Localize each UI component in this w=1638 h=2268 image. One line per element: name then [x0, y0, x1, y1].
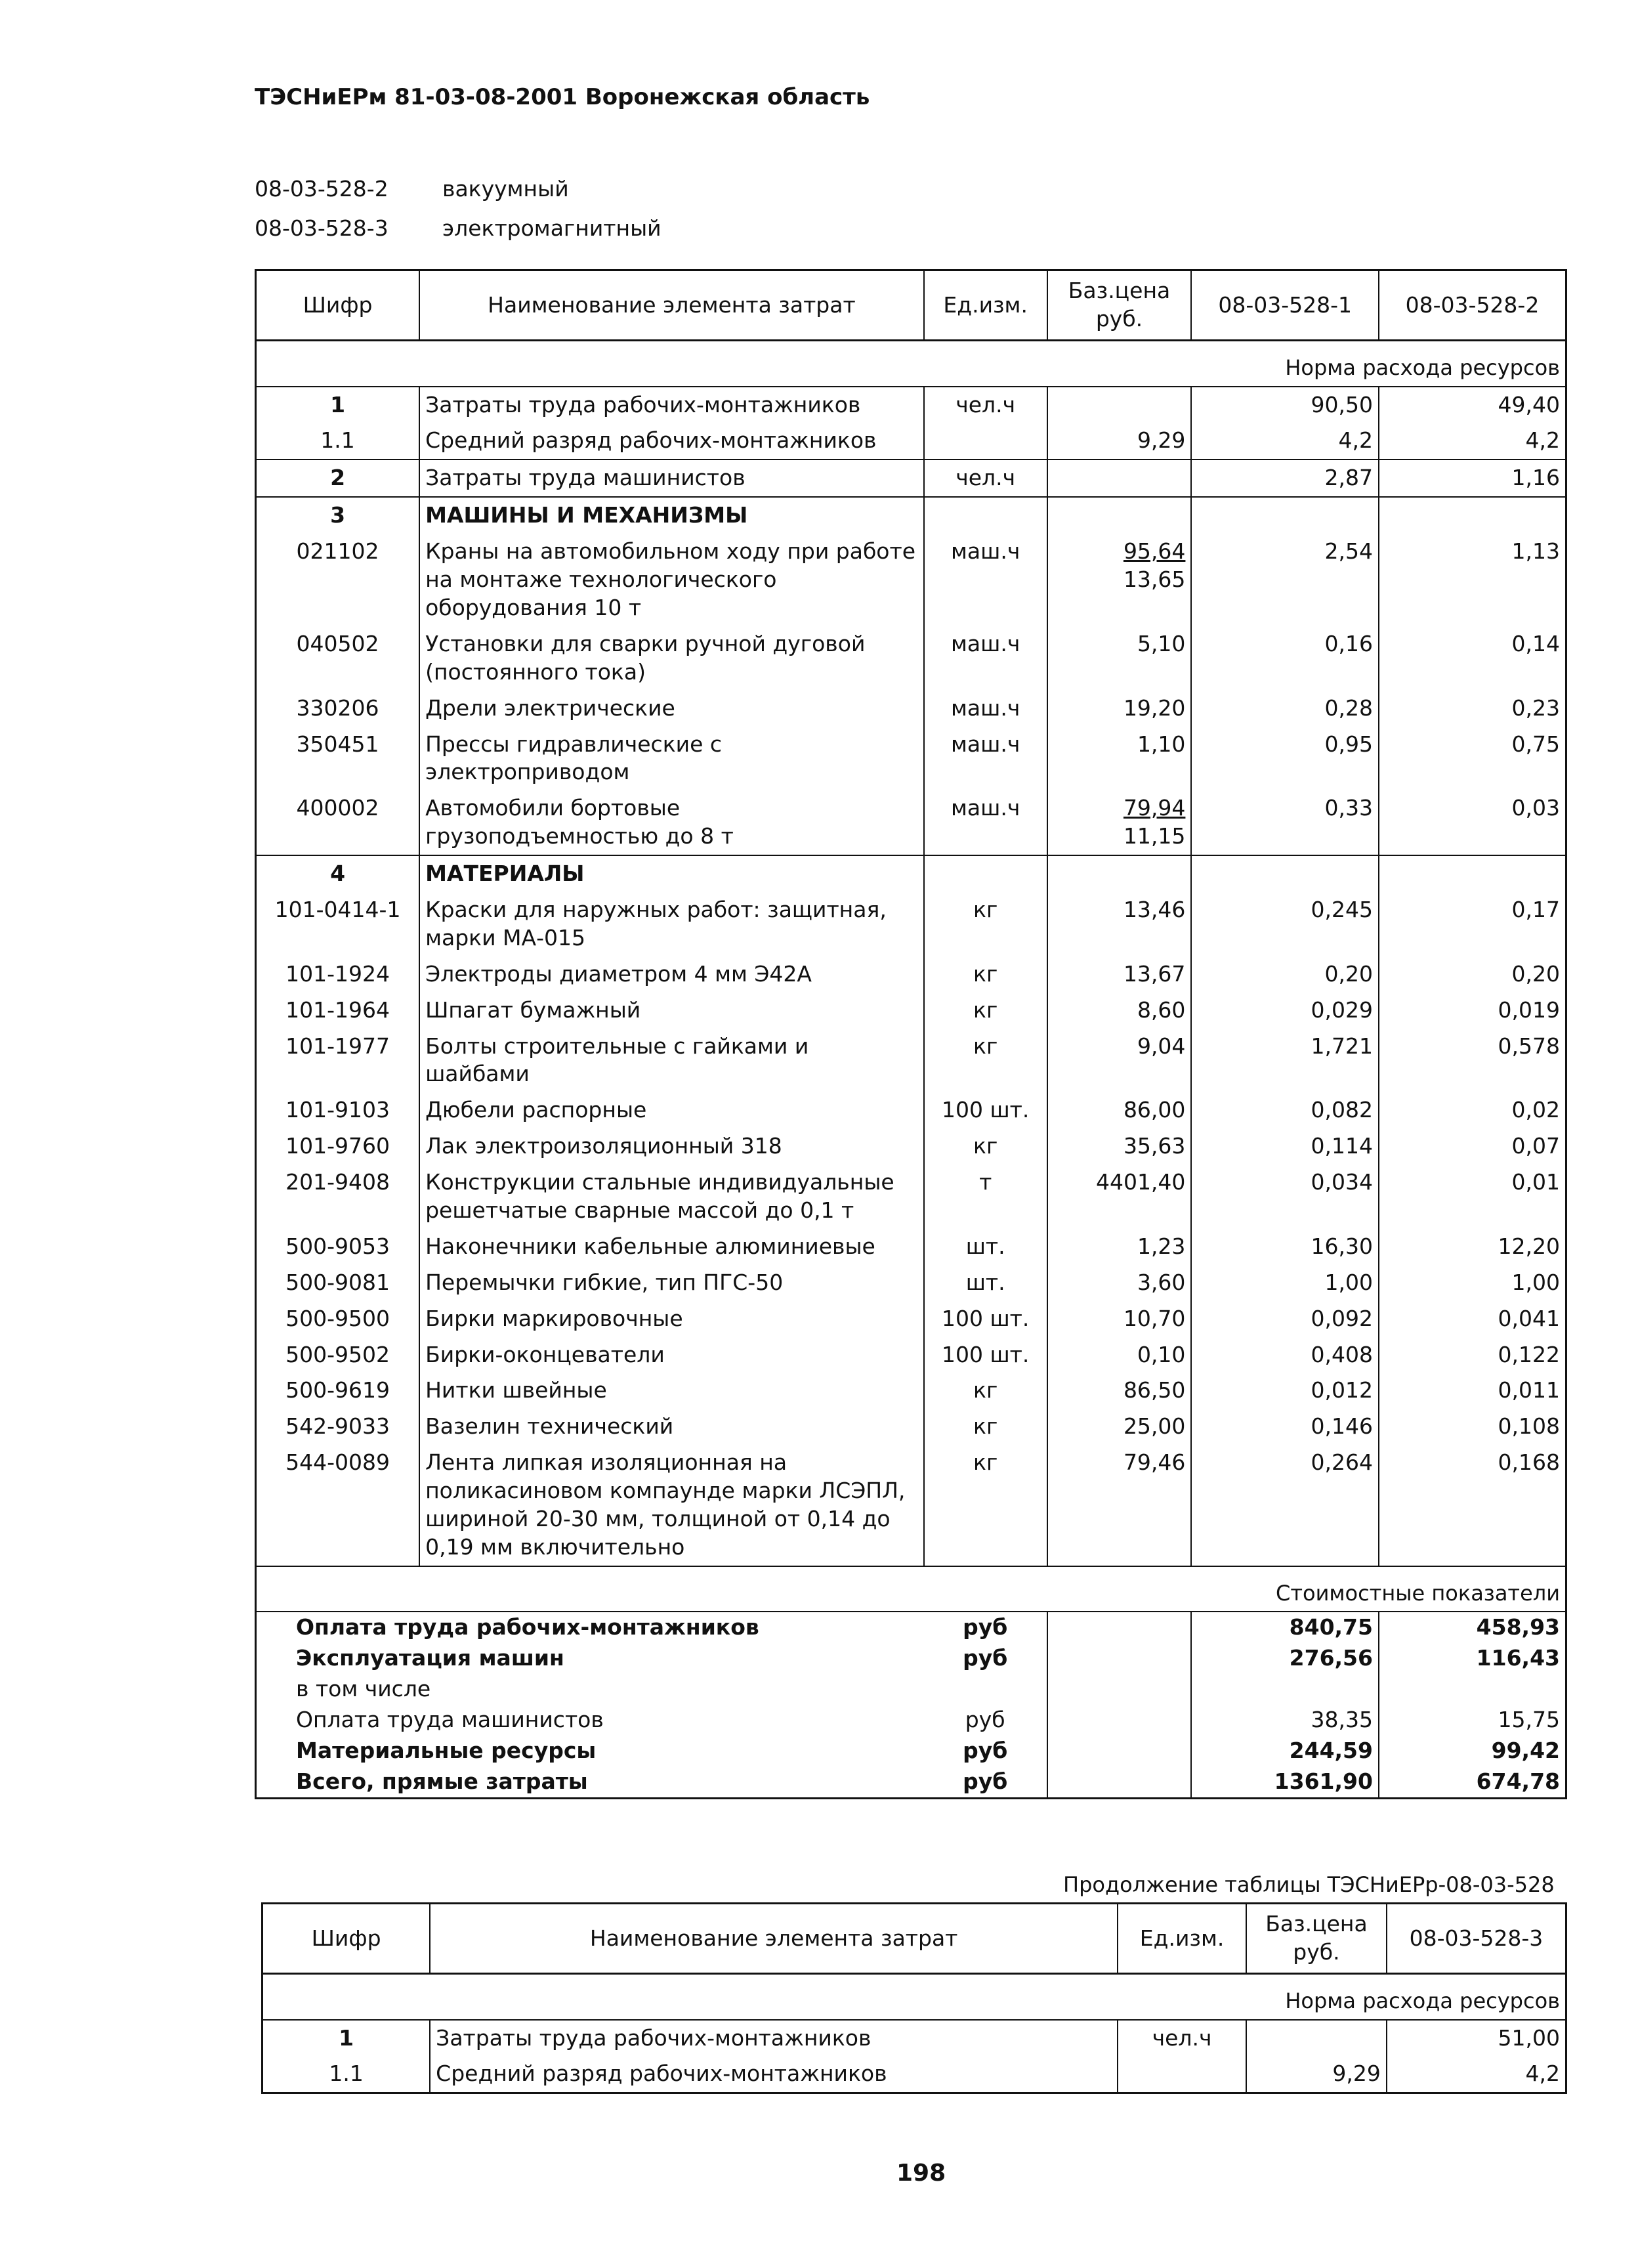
row-code: 1.1 [329, 2061, 364, 2087]
column-header: Шифр [262, 1904, 430, 1974]
table-row [256, 855, 1566, 892]
row-price [1047, 626, 1192, 691]
row-price [1047, 1301, 1192, 1337]
row-name: Наконечники кабельные алюминиевые [419, 1229, 924, 1265]
row-unit [924, 497, 1047, 534]
row-value-528-3: 51,00 [1498, 2024, 1560, 2051]
resource-norms-table [255, 269, 1567, 1799]
row-price [1047, 497, 1192, 534]
row-price [1047, 790, 1192, 855]
column-header: 08-03-528-3 [1387, 1904, 1566, 1974]
price-value: 95,64 [1123, 538, 1186, 565]
row-price [1047, 460, 1192, 497]
row-value-528-2: 1,00 [1511, 1269, 1560, 1295]
row-price [1047, 534, 1192, 626]
row-value-528-2: 1,16 [1379, 460, 1566, 497]
sub-variant [255, 176, 569, 202]
table-row [256, 534, 1566, 626]
row-code: 500-9053 [285, 1233, 390, 1259]
cost-row [256, 1705, 1566, 1736]
row-code: 021102 [296, 538, 379, 565]
row-code: 2 [256, 460, 420, 497]
table-row [256, 1265, 1566, 1301]
row-price [1047, 1373, 1192, 1409]
column-header: 08-03-528-2 [1379, 270, 1566, 341]
norm-label: Норма расхода ресурсов [256, 341, 1566, 387]
row-code: 1 [339, 2024, 354, 2051]
cost-unit: руб [924, 1736, 1047, 1766]
cost-value-528-2 [1379, 1674, 1566, 1705]
cost-price [1047, 1705, 1192, 1736]
row-value-528-1: 0,146 [1191, 1409, 1379, 1445]
row-name: МАШИНЫ И МЕХАНИЗМЫ [419, 497, 924, 534]
table-row [256, 626, 1566, 691]
price-value: 79,94 [1123, 795, 1186, 821]
cost-value-528-1 [1191, 1674, 1379, 1705]
cost-value-528-2: 458,93 [1476, 1614, 1560, 1640]
cost-price [1047, 1643, 1192, 1674]
cost-value-528-1: 38,35 [1191, 1705, 1379, 1736]
row-name: Лак электроизоляционный 318 [419, 1128, 924, 1165]
row-price [1047, 956, 1192, 993]
row-value-528-1 [1191, 855, 1379, 892]
row-name: Вазелин технический [419, 1409, 924, 1445]
cost-name: в том числе [296, 1676, 431, 1702]
row-value-528-2 [1379, 497, 1566, 534]
row-price [1047, 387, 1192, 423]
row-code: 500-9619 [285, 1377, 390, 1403]
row-unit: маш.ч [924, 727, 1047, 791]
row-name: Бирки-оконцеватели [419, 1337, 924, 1373]
row-value-528-2: 0,02 [1511, 1097, 1560, 1123]
price-value: 86,00 [1123, 1097, 1186, 1123]
row-price [1047, 1165, 1192, 1229]
row-value-528-2: 0,14 [1511, 630, 1560, 656]
row-code: 500-9081 [285, 1269, 390, 1295]
column-header: Наименование элемента затрат [430, 1904, 1118, 1974]
row-unit: кг [924, 956, 1047, 993]
row-unit: чел.ч [924, 387, 1047, 423]
row-unit: шт. [924, 1229, 1047, 1265]
row-value-528-1: 0,20 [1191, 956, 1379, 993]
row-code: 400002 [296, 795, 379, 821]
row-name: Бирки маркировочные [419, 1301, 924, 1337]
cost-name: Эксплуатация машин [296, 1645, 564, 1671]
row-name: Лента липкая изоляционная на поликасиновом компаунде марки ЛСЭПЛ, шириной 20-30 мм, толщиной от 0,14 до 0,19 мм включительно [419, 1445, 924, 1566]
cost-value-528-1: 840,75 [1191, 1612, 1379, 1643]
column-header: Наименование элемента затрат [419, 270, 924, 341]
row-name: Затраты труда рабочих-монтажников [419, 387, 924, 423]
cost-value-528-1: 1361,90 [1191, 1766, 1379, 1798]
row-name: Автомобили бортовые грузоподъемностью до 8 т [419, 790, 924, 855]
price-value: 1,23 [1137, 1233, 1186, 1259]
row-name: Затраты труда рабочих-монтажников [430, 2020, 1118, 2057]
row-unit: кг [924, 1409, 1047, 1445]
row-unit: 100 шт. [924, 1301, 1047, 1337]
column-header: Ед.изм. [1118, 1904, 1246, 1974]
row-unit: 100 шт. [924, 1337, 1047, 1373]
page-number: 198 [896, 2160, 946, 2187]
sub-variant-name: вакуумный [442, 176, 569, 202]
row-code: 101-1964 [285, 996, 390, 1023]
row-price [1047, 892, 1192, 956]
sub-variant-code: 08-03-528-2 [255, 176, 388, 202]
price-value: 1,10 [1137, 731, 1186, 757]
row-value-528-2: 0,01 [1511, 1169, 1560, 1195]
cost-value-528-2: 15,75 [1498, 1707, 1560, 1733]
row-value-528-1: 0,16 [1191, 626, 1379, 691]
table-row [256, 1229, 1566, 1265]
row-value-528-1 [1191, 497, 1379, 534]
price-value: 19,20 [1123, 695, 1186, 721]
row-name: Установки для сварки ручной дуговой (постоянного тока) [419, 626, 924, 691]
table-row [262, 2020, 1566, 2057]
price-machinist-value: 11,15 [1123, 823, 1186, 849]
row-name: Электроды диаметром 4 мм Э42А [419, 956, 924, 993]
row-value-528-1: 90,50 [1191, 387, 1379, 423]
cost-unit: руб [924, 1705, 1047, 1736]
row-name: Шпагат бумажный [419, 993, 924, 1029]
row-price [1246, 2020, 1387, 2057]
row-price [1047, 727, 1192, 791]
table-row [256, 790, 1566, 855]
row-value-528-1: 0,092 [1191, 1301, 1379, 1337]
row-name: Дюбели распорные [419, 1092, 924, 1128]
row-value-528-2: 0,578 [1498, 1033, 1560, 1059]
row-code: 500-9500 [285, 1305, 390, 1331]
row-unit: кг [924, 1029, 1047, 1093]
price-value: 8,60 [1137, 996, 1186, 1023]
table-row [256, 1092, 1566, 1128]
row-value-528-1: 0,33 [1191, 790, 1379, 855]
cost-value-528-1: 244,59 [1191, 1736, 1379, 1766]
row-unit: кг [924, 1128, 1047, 1165]
row-unit [924, 855, 1047, 892]
table-row [256, 1445, 1566, 1566]
row-unit: 100 шт. [924, 1092, 1047, 1128]
row-price [1047, 855, 1192, 892]
price-value: 9,29 [1137, 427, 1186, 454]
column-header: Шифр [256, 270, 420, 341]
table-row [256, 956, 1566, 993]
row-unit: кг [924, 892, 1047, 956]
price-value: 3,60 [1137, 1269, 1186, 1295]
price-value: 4401,40 [1095, 1169, 1186, 1195]
cost-unit: руб [924, 1643, 1047, 1674]
row-value-528-3: 4,2 [1525, 2061, 1560, 2087]
row-code: 4 [256, 855, 420, 892]
table-row [256, 727, 1566, 791]
cost-unit [924, 1674, 1047, 1705]
row-code: 3 [256, 497, 420, 534]
document-title: ТЭСНиЕРм 81-03-08-2001 Воронежская область [255, 84, 870, 110]
row-value-528-1: 1,721 [1191, 1029, 1379, 1093]
resource-norms-table-continued [261, 1902, 1567, 2094]
row-price [1047, 1409, 1192, 1445]
cost-name: Всего, прямые затраты [296, 1768, 588, 1794]
cost-value-528-2: 116,43 [1476, 1645, 1560, 1671]
column-header: Баз.цена руб. [1246, 1904, 1387, 1974]
cost-row [256, 1643, 1566, 1674]
row-value-528-2: 0,011 [1498, 1377, 1560, 1403]
cost-name: Оплата труда машинистов [296, 1707, 604, 1733]
row-name: Конструкции стальные индивидуальные решетчатые сварные массой до 0,1 т [419, 1165, 924, 1229]
row-value-528-1: 0,264 [1191, 1445, 1379, 1566]
column-header: Баз.цена руб. [1047, 270, 1192, 341]
table-row [256, 1165, 1566, 1229]
row-unit: кг [924, 993, 1047, 1029]
table-row [256, 460, 1566, 497]
row-value-528-1: 0,012 [1191, 1373, 1379, 1409]
table-row [256, 387, 1566, 423]
row-name: Болты строительные с гайками и шайбами [419, 1029, 924, 1093]
row-unit: чел.ч [1118, 2020, 1246, 2057]
row-unit: маш.ч [924, 790, 1047, 855]
row-value-528-1: 0,95 [1191, 727, 1379, 791]
price-value: 86,50 [1123, 1377, 1186, 1403]
row-code: 101-1924 [285, 960, 390, 987]
row-unit: маш.ч [924, 534, 1047, 626]
row-name: Прессы гидравлические с электроприводом [419, 727, 924, 791]
row-value-528-2: 49,40 [1498, 391, 1560, 417]
row-unit: маш.ч [924, 691, 1047, 727]
row-value-528-1: 0,245 [1191, 892, 1379, 956]
table-header-row [256, 270, 1566, 341]
row-value-528-2: 0,108 [1498, 1413, 1560, 1440]
row-code: 542-9033 [285, 1413, 390, 1440]
row-name: Краны на автомобильном ходу при работе на монтаже технологического оборудования 10 т [419, 534, 924, 626]
row-value-528-2: 0,07 [1511, 1133, 1560, 1159]
row-code: 101-9760 [285, 1133, 390, 1159]
price-value: 9,04 [1137, 1033, 1186, 1059]
row-price [1047, 1445, 1192, 1566]
row-code: 544-0089 [285, 1449, 390, 1476]
cost-label: Стоимостные показатели [256, 1566, 1566, 1612]
cost-row [256, 1612, 1566, 1643]
table-row [256, 1301, 1566, 1337]
table-row [256, 423, 1566, 460]
row-name: Краски для наружных работ: защитная, марки МА-015 [419, 892, 924, 956]
row-code: 1 [330, 391, 346, 417]
cost-price [1047, 1766, 1192, 1798]
column-header: 08-03-528-1 [1191, 270, 1379, 341]
row-value-528-2: 4,2 [1525, 427, 1560, 454]
row-code: 350451 [296, 731, 379, 757]
cost-row [256, 1674, 1566, 1705]
row-value-528-2: 0,168 [1498, 1449, 1560, 1476]
row-value-528-1: 0,082 [1191, 1092, 1379, 1128]
row-unit: шт. [924, 1265, 1047, 1301]
row-price: 9,29 [1246, 2056, 1387, 2093]
row-name: МАТЕРИАЛЫ [419, 855, 924, 892]
row-value-528-1: 2,87 [1191, 460, 1379, 497]
cost-value-528-1: 276,56 [1191, 1643, 1379, 1674]
table-header-row [262, 1904, 1566, 1974]
row-code: 330206 [296, 695, 379, 721]
continuation-caption: Продолжение таблицы ТЭСНиЕРр-08-03-528 [1063, 1872, 1555, 1897]
price-value: 13,46 [1123, 896, 1186, 922]
row-value-528-2: 0,20 [1511, 960, 1560, 987]
row-price [1047, 1337, 1192, 1373]
norm-label-row [256, 341, 1566, 387]
row-value-528-1: 0,408 [1191, 1337, 1379, 1373]
row-code: 101-9103 [285, 1097, 390, 1123]
row-value-528-1: 0,28 [1191, 691, 1379, 727]
column-header: Ед.изм. [924, 270, 1047, 341]
row-code: 1.1 [320, 427, 355, 454]
row-code: 101-1977 [285, 1033, 390, 1059]
row-value-528-2: 1,13 [1511, 538, 1560, 565]
price-value: 0,10 [1137, 1341, 1186, 1367]
price-value: 5,10 [1137, 630, 1186, 656]
sub-variant-code: 08-03-528-3 [255, 215, 388, 241]
table-row [256, 691, 1566, 727]
cost-price [1047, 1612, 1192, 1643]
row-price [1047, 1229, 1192, 1265]
row-value-528-2: 0,17 [1511, 896, 1560, 922]
row-value-528-2: 0,75 [1511, 731, 1560, 757]
price-value: 35,63 [1123, 1133, 1186, 1159]
row-price [1047, 993, 1192, 1029]
cost-row [256, 1736, 1566, 1766]
row-unit: т [924, 1165, 1047, 1229]
row-unit: маш.ч [924, 626, 1047, 691]
row-price [1047, 1128, 1192, 1165]
row-value-528-2: 0,041 [1498, 1305, 1560, 1331]
row-value-528-2: 0,23 [1511, 695, 1560, 721]
cost-price [1047, 1736, 1192, 1766]
row-value-528-1: 0,029 [1191, 993, 1379, 1029]
table-row [256, 497, 1566, 534]
cost-row [256, 1766, 1566, 1798]
price-value: 10,70 [1123, 1305, 1186, 1331]
row-value-528-2: 12,20 [1498, 1233, 1560, 1259]
row-value-528-1: 2,54 [1191, 534, 1379, 626]
table-row [256, 892, 1566, 956]
price-value: 79,46 [1123, 1449, 1186, 1476]
price-value: 13,67 [1123, 960, 1186, 987]
table-row [256, 993, 1566, 1029]
cost-value-528-2: 674,78 [1476, 1768, 1560, 1794]
row-value-528-1: 4,2 [1191, 423, 1379, 460]
price-value: 25,00 [1123, 1413, 1186, 1440]
row-unit: кг [924, 1373, 1047, 1409]
row-price [1047, 1029, 1192, 1093]
cost-unit: руб [924, 1612, 1047, 1643]
row-name: Перемычки гибкие, тип ПГС-50 [419, 1265, 924, 1301]
norm-label: Норма расхода ресурсов [262, 1974, 1566, 2020]
table-row [256, 1373, 1566, 1409]
row-unit: кг [924, 1445, 1047, 1566]
row-name: Средний разряд рабочих-монтажников [419, 423, 924, 460]
table-row [256, 1128, 1566, 1165]
cost-label-row [256, 1566, 1566, 1612]
row-unit [1118, 2056, 1246, 2093]
row-unit [924, 423, 1047, 460]
row-name: Средний разряд рабочих-монтажников [430, 2056, 1118, 2093]
row-code: 101-0414-1 [274, 896, 401, 922]
row-name: Дрели электрические [419, 691, 924, 727]
row-name: Нитки швейные [419, 1373, 924, 1409]
price-machinist-value: 13,65 [1123, 567, 1186, 593]
table-row [256, 1409, 1566, 1445]
row-value-528-1: 0,034 [1191, 1165, 1379, 1229]
row-code: 500-9502 [285, 1341, 390, 1367]
cost-name: Материальные ресурсы [296, 1737, 597, 1763]
row-name: Затраты труда машинистов [419, 460, 924, 497]
row-value-528-1: 16,30 [1191, 1229, 1379, 1265]
row-unit: чел.ч [924, 460, 1047, 497]
row-price [1047, 423, 1192, 460]
cost-value-528-2: 99,42 [1491, 1737, 1560, 1763]
sub-variant-name: электромагнитный [442, 215, 662, 241]
cost-unit: руб [924, 1766, 1047, 1798]
norm-label-row [262, 1974, 1566, 2020]
row-value-528-2: 0,122 [1498, 1341, 1560, 1367]
row-code: 201-9408 [285, 1169, 390, 1195]
sub-variant [255, 215, 662, 241]
table-row [256, 1029, 1566, 1093]
table-row [262, 2056, 1566, 2093]
cost-price [1047, 1674, 1192, 1705]
row-price [1047, 1092, 1192, 1128]
row-price [1047, 1265, 1192, 1301]
table-row [256, 1337, 1566, 1373]
row-value-528-2 [1379, 855, 1566, 892]
row-value-528-1: 0,114 [1191, 1128, 1379, 1165]
cost-name: Оплата труда рабочих-монтажников [296, 1614, 759, 1640]
row-price [1047, 691, 1192, 727]
row-value-528-2: 0,019 [1498, 996, 1560, 1023]
row-value-528-2: 0,03 [1511, 795, 1560, 821]
row-code: 040502 [296, 630, 379, 656]
row-value-528-1: 1,00 [1191, 1265, 1379, 1301]
